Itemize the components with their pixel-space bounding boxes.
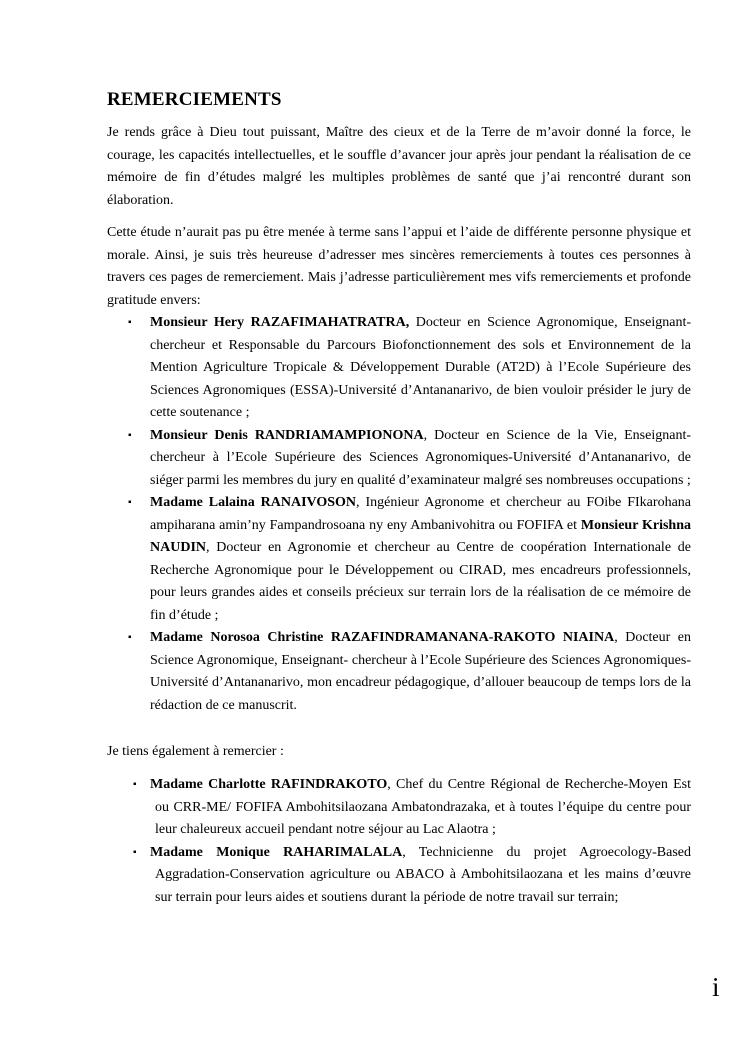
list-item — [107, 425, 691, 493]
person-name: Madame Lalaina RANAIVOSON — [150, 495, 357, 510]
person-description: Docteur en Science Agronomique, Enseignant- chercheur et Responsable du Parcours Biofonctionnement des sols et Environnement de la Mention Agriculture Tropicale & Développement Durable (AT2D) à l’Ecole Supérieure des Sciences Agronomiques (ESSA)-Université d’Antananarivo, de bien vouloir présider le jury de cette soutenance ; — [150, 315, 692, 420]
page-title: REMERCIEMENTS — [107, 89, 282, 110]
paragraph-gratitude: Cette étude n’aurait pas pu être menée à terme sans l’appui et l’aide de différente personne physique et morale. Ainsi, je suis très heureuse d’adresser mes sincères remerciements à toutes ces personnes à travers ces pages de remerciement. Mais j’adresse particulièrement mes vifs remerciements et profonde gratitude envers: — [107, 225, 691, 308]
bullet-icon: ▪ — [128, 317, 132, 328]
thanks-list — [107, 774, 691, 909]
bullet-icon: ▪ — [133, 779, 137, 790]
jury-list — [107, 312, 691, 717]
person-description: , Docteur en Science Agronomique, Enseignant- chercheur à l’Ecole Supérieure des Sciences Agronomiques-Université d’Antananarivo, mon encadreur pédagogique, d’allouer beaucoup de temps lors de la rédaction de ce manuscrit. — [150, 630, 692, 713]
person-name: Monsieur Hery RAZAFIMAHATRATRA, — [150, 315, 410, 330]
list-item — [107, 627, 691, 717]
bullet-icon: ▪ — [133, 846, 137, 858]
person-description: , Docteur en Agronomie et chercheur au Centre de coopération Internationale de Recherche Agronomique pour le Développement ou CIRAD, mes encadreurs professionnels, pour leurs grandes aides et conseils précieux sur terrain lors de la réalisation de ce mémoire de fin d’étude ; — [150, 540, 691, 623]
person-name: Monsieur Denis RANDRIAMAMPIONONA — [150, 427, 424, 443]
list-item — [107, 312, 691, 425]
person-name: Madame Charlotte RAFINDRAKOTO — [150, 777, 388, 792]
bullet-icon: ▪ — [128, 429, 132, 441]
paragraph-intro: Je rends grâce à Dieu tout puissant, Maître des cieux et de la Terre de m’avoir donné la force, le courage, les capacités intellectuelles, et le souffle d’avancer jour après jour pendant la réalisation de ce mémoire de fin d’études malgré les multiples problèmes de santé que j’ai rencontré durant son élaboration. — [107, 125, 691, 208]
list-item — [107, 842, 691, 910]
person-name: Madame Norosoa Christine RAZAFINDRAMANANA-RAKOTO NIAINA — [150, 630, 615, 645]
bullet-icon: ▪ — [128, 497, 132, 508]
list-item — [107, 774, 691, 842]
bullet-icon: ▪ — [128, 632, 132, 643]
paragraph-also-thank: Je tiens également à remercier : — [107, 744, 284, 759]
person-description: , Technicienne du projet Agroecology-Based Aggradation-Conservation agriculture ou ABACO à Ambohitsilaozana et les mains d’œuvre sur terrain pour leurs aides et soutiens durant la période de notre travail sur terrain; — [155, 844, 691, 905]
person-description: , Docteur en Science de la Vie, Enseignant-chercheur à l’Ecole Supérieure des Sciences Agronomiques-Université d’Antananarivo, de siéger parmi les membres du jury en qualité d’examinateur malgré ses nombreuses occupations ; — [150, 427, 691, 488]
person-description: , Chef du Centre Régional de Recherche-Moyen Est ou CRR-ME/ FOFIFA Ambohitsilaozana Ambatondrazaka, et à toutes l’équipe du centre pour leur chaleureux accueil pendant notre séjour au Lac Alaotra ; — [155, 777, 691, 837]
list-item — [107, 492, 691, 627]
person-name: Madame Monique RAHARIMALALA — [150, 844, 403, 860]
page-number: i — [712, 972, 720, 1002]
person-name: Monsieur Krishna NAUDIN — [150, 517, 692, 555]
person-description: , Ingénieur Agronome et chercheur au FOibe FIkarohana ampiharana amin’ny Fampandrosoana ny eny Ambanivohitra ou FOFIFA et — [150, 495, 691, 533]
